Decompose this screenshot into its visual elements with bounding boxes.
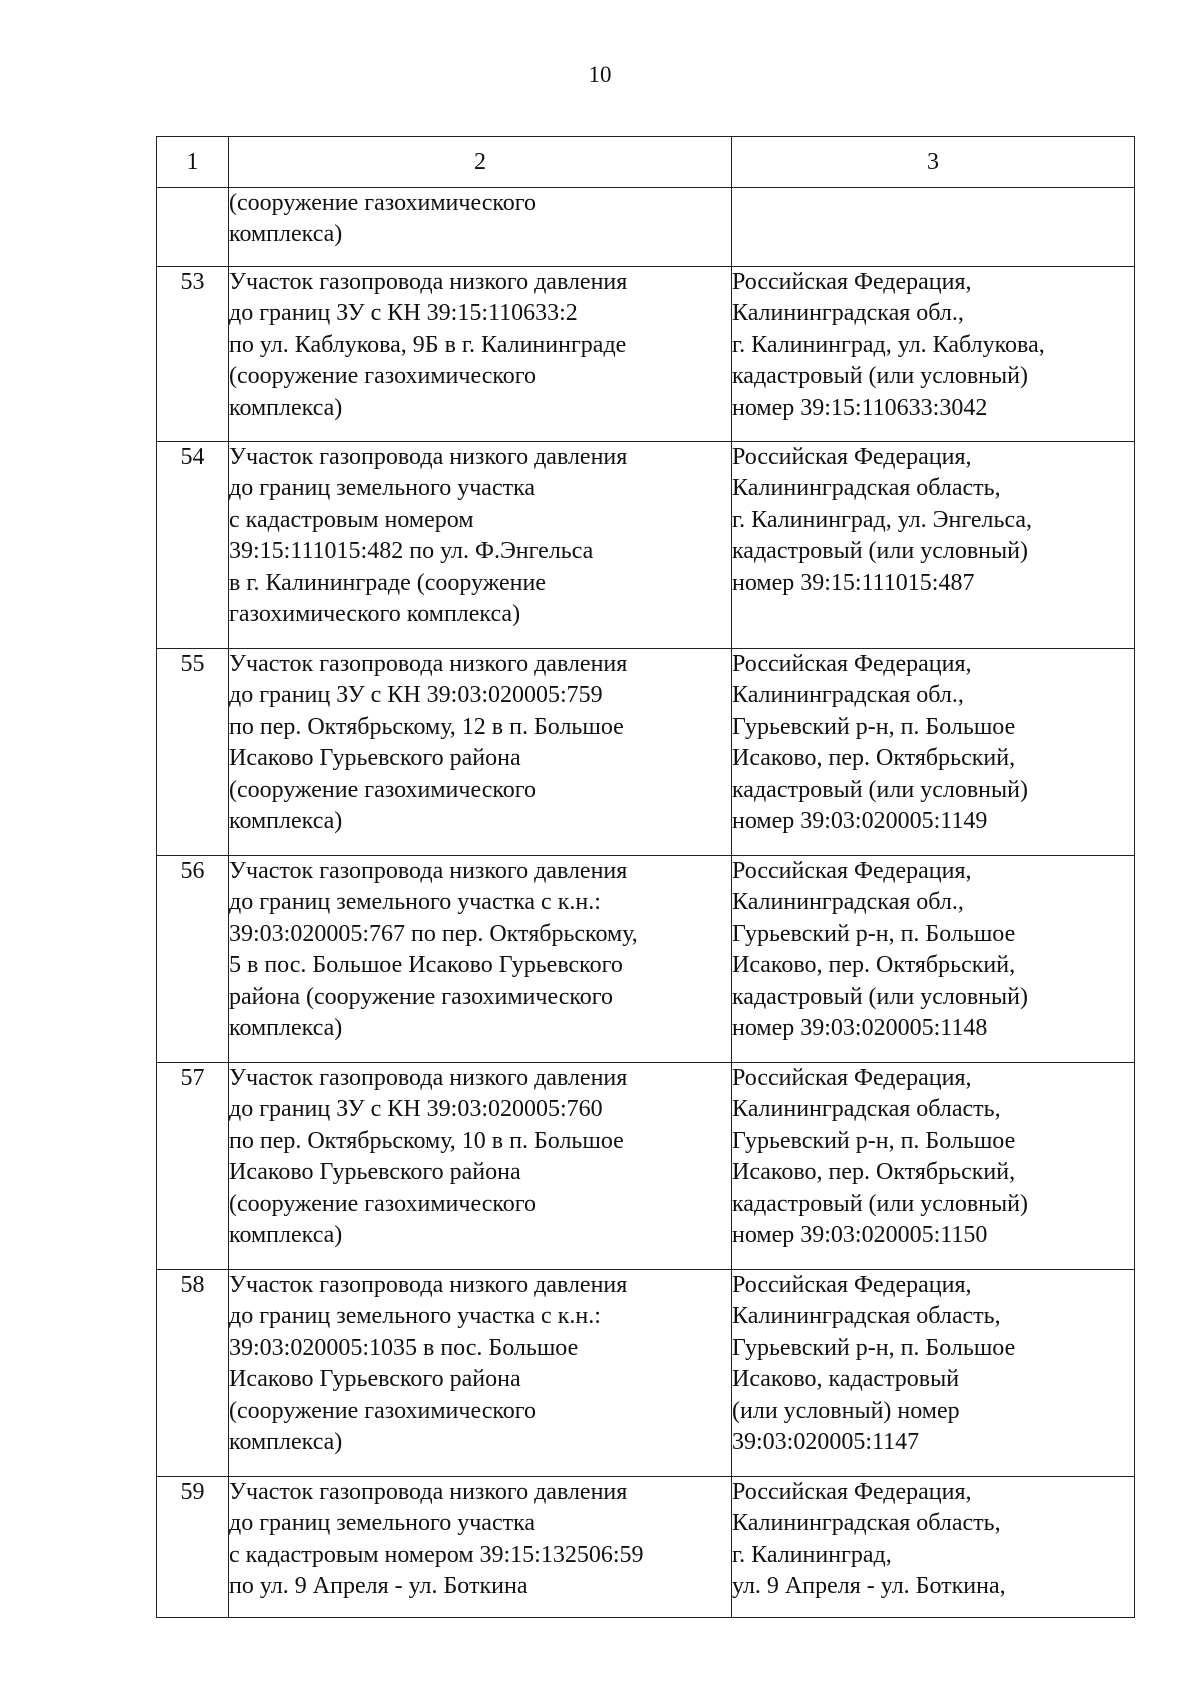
cell-text-line: Исаково Гурьевского района: [229, 1159, 521, 1186]
table-row: [157, 856, 1135, 1063]
cell-text-line: комплекса): [229, 808, 343, 835]
cell-text-line: (или условный) номер: [732, 1397, 960, 1424]
description-cell: [229, 1270, 732, 1477]
cell-text-line: Российская Федерация,: [732, 1272, 972, 1298]
cell-text-line: кадастровый (или условный): [732, 776, 1028, 803]
cell-text-line: Гурьевский р-н, п. Большое: [732, 920, 1016, 947]
cell-text-line: кадастровый (или условный): [732, 1190, 1028, 1217]
cell-text-line: номер 39:03:020005:1148: [732, 1015, 988, 1042]
cell-text-line: Российская Федерация,: [732, 1065, 972, 1091]
cell-text-line: по ул. 9 Апреля - ул. Боткина: [229, 1573, 528, 1600]
cell-text-line: Калининградская область,: [732, 475, 1001, 502]
table-row-continuation: [157, 188, 1135, 267]
column-header-description: 2: [229, 137, 732, 188]
cell-text-line: 39:03:020005:1035 в пос. Большое: [229, 1334, 579, 1361]
cell-text-line: до границ ЗУ с КН 39:15:110633:2: [229, 300, 578, 327]
cell-text-line: Участок газопровода низкого давления: [229, 1272, 628, 1298]
cell-text-line: 39:03:020005:767 по пер. Октябрьскому,: [229, 920, 638, 947]
cell-text-line: 39:15:111015:482 по ул. Ф.Энгельса: [229, 538, 594, 565]
cell-text-line: до границ земельного участка с к.н.:: [229, 1303, 601, 1330]
cell-text-line: Российская Федерация,: [732, 858, 972, 884]
cell-text-line: (сооружение газохимического: [229, 1190, 537, 1217]
address-cell: [732, 1063, 1135, 1270]
cell-text-line: Исаково, пер. Октябрьский,: [732, 745, 1016, 772]
cell-text-line: Участок газопровода низкого давления: [229, 1065, 628, 1091]
cell-text-line: до границ земельного участка: [229, 475, 536, 502]
address-cell: [732, 1477, 1135, 1618]
cell-text-line: Калининградская обл.,: [732, 682, 964, 709]
cell-text-line: с кадастровым номером: [229, 506, 474, 533]
cell-text-line: номер 39:15:110633:3042: [732, 394, 988, 421]
table-row: [157, 649, 1135, 856]
table-row: [157, 1477, 1135, 1618]
row-number-cell: 55: [157, 649, 229, 856]
cell-text-line: ул. 9 Апреля - ул. Боткина,: [732, 1573, 1006, 1600]
address-cell: [732, 1270, 1135, 1477]
table-row: [157, 267, 1135, 442]
description-cell: [229, 649, 732, 856]
cell-text-line: 39:03:020005:1147: [732, 1429, 920, 1456]
cell-text-line: г. Калининград, ул. Каблукова,: [732, 331, 1045, 358]
cell-text-line: Калининградская обл.,: [732, 300, 964, 327]
row-number-cell: 54: [157, 442, 229, 649]
row-number-cell: 56: [157, 856, 229, 1063]
cell-text-line: номер 39:15:111015:487: [732, 569, 975, 596]
cell-text-line: Калининградская обл.,: [732, 889, 964, 916]
table-header-row: [157, 137, 1135, 188]
description-cell: [229, 1063, 732, 1270]
address-cell: [732, 442, 1135, 649]
cell-text-line: по пер. Октябрьскому, 12 в п. Большое: [229, 713, 624, 740]
cell-text-line: района (сооружение газохимического: [229, 983, 614, 1010]
cell-text-line: Калининградская область,: [732, 1096, 1001, 1123]
cell-text-line: Участок газопровода низкого давления: [229, 858, 628, 884]
cell-text-line: Российская Федерация,: [732, 269, 972, 295]
cell-text-line: до границ земельного участка с к.н.:: [229, 889, 601, 916]
column-header-number: 1: [157, 137, 229, 188]
cell-text-line: комплекса): [229, 1429, 343, 1456]
description-cell: [229, 188, 732, 267]
cell-text-line: Участок газопровода низкого давления: [229, 651, 628, 677]
cell-text-line: Исаково Гурьевского района: [229, 745, 521, 772]
cell-text-line: Гурьевский р-н, п. Большое: [732, 1127, 1016, 1154]
row-number-cell: 57: [157, 1063, 229, 1270]
row-number-cell: [157, 188, 229, 267]
cell-text-line: Участок газопровода низкого давления: [229, 444, 628, 470]
cell-text-line: кадастровый (или условный): [732, 983, 1028, 1010]
cell-text-line: Гурьевский р-н, п. Большое: [732, 1334, 1016, 1361]
description-cell: [229, 856, 732, 1063]
address-cell: [732, 856, 1135, 1063]
cell-text-line: в г. Калининграде (сооружение: [229, 569, 547, 596]
cell-text-line: Участок газопровода низкого давления: [229, 269, 628, 295]
table-row: [157, 442, 1135, 649]
cell-text-line: комплекса): [229, 394, 343, 421]
cell-text-line: номер 39:03:020005:1149: [732, 808, 988, 835]
cell-text-line: (сооружение газохимического: [229, 363, 537, 390]
cell-text-line: кадастровый (или условный): [732, 363, 1028, 390]
cell-text-line: Российская Федерация,: [732, 1479, 972, 1505]
cell-text-line: Исаково, кадастровый: [732, 1366, 960, 1393]
cell-text-line: Исаково, пер. Октябрьский,: [732, 1159, 1016, 1186]
cell-text-line: по пер. Октябрьскому, 10 в п. Большое: [229, 1127, 624, 1154]
cell-text-line: (сооружение газохимического: [229, 776, 537, 803]
cell-text-line: газохимического комплекса): [229, 601, 521, 628]
address-cell: [732, 267, 1135, 442]
cell-text-line: (сооружение газохимического: [229, 190, 537, 216]
cell-text-line: Гурьевский р-н, п. Большое: [732, 713, 1016, 740]
cell-text-line: комплекса): [229, 1222, 343, 1249]
row-number-cell: 53: [157, 267, 229, 442]
table-row: [157, 1063, 1135, 1270]
cell-text-line: (сооружение газохимического: [229, 1397, 537, 1424]
row-number-cell: 59: [157, 1477, 229, 1618]
cell-text-line: по ул. Каблукова, 9Б в г. Калининграде: [229, 331, 627, 358]
cell-text-line: г. Калининград,: [732, 1541, 892, 1568]
page-number: 10: [588, 62, 612, 87]
description-cell: [229, 1477, 732, 1618]
cell-text-line: г. Калининград, ул. Энгельса,: [732, 506, 1033, 533]
cell-text-line: кадастровый (или условный): [732, 538, 1028, 565]
row-number-cell: 58: [157, 1270, 229, 1477]
cell-text-line: 5 в пос. Большое Исаково Гурьевского: [229, 952, 623, 979]
cell-text-line: до границ земельного участка: [229, 1510, 536, 1537]
cell-text-line: Калининградская область,: [732, 1303, 1001, 1330]
cell-text-line: Калининградская область,: [732, 1510, 1001, 1537]
cell-text-line: с кадастровым номером 39:15:132506:59: [229, 1541, 644, 1568]
cell-text-line: Исаково, пер. Октябрьский,: [732, 952, 1016, 979]
description-cell: [229, 267, 732, 442]
cell-text-line: комплекса): [229, 1015, 343, 1042]
cell-text-line: Участок газопровода низкого давления: [229, 1479, 628, 1505]
cell-text-line: Исаково Гурьевского района: [229, 1366, 521, 1393]
cell-text-line: Российская Федерация,: [732, 651, 972, 677]
registry-table: [156, 136, 1135, 1618]
address-cell: [732, 649, 1135, 856]
cell-text-line: до границ ЗУ с КН 39:03:020005:759: [229, 682, 603, 709]
address-cell: [732, 188, 1135, 267]
table-row: [157, 1270, 1135, 1477]
cell-text-line: Российская Федерация,: [732, 444, 972, 470]
cell-text-line: номер 39:03:020005:1150: [732, 1222, 988, 1249]
column-header-address: 3: [732, 137, 1135, 188]
cell-text-line: комплекса): [229, 221, 343, 248]
description-cell: [229, 442, 732, 649]
cell-text-line: до границ ЗУ с КН 39:03:020005:760: [229, 1096, 603, 1123]
